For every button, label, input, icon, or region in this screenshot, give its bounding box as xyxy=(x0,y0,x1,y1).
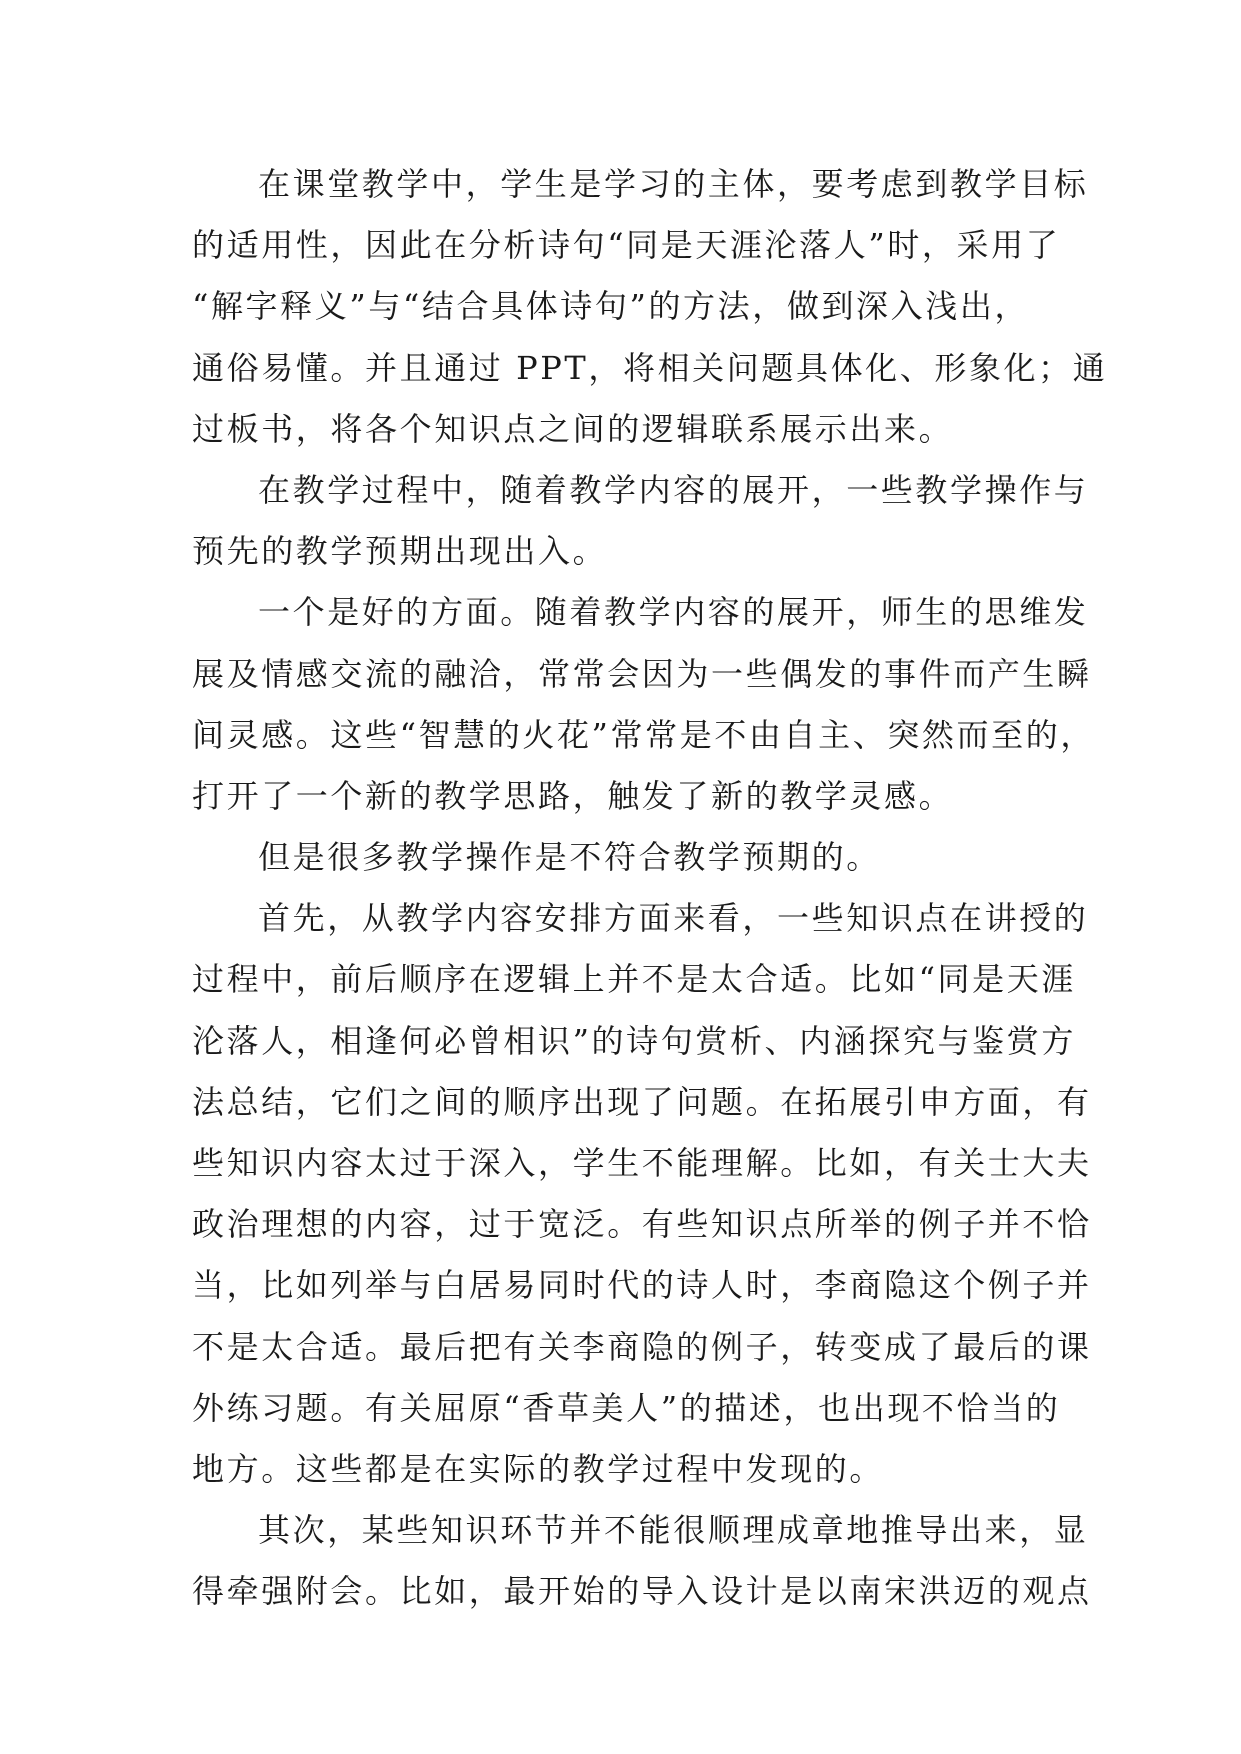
text-line: 一个是好的方面。随着教学内容的展开，师生的思维发 xyxy=(258,593,1089,632)
text-line: 地方。这些都是在实际的教学过程中发现的。 xyxy=(192,1449,885,1488)
text-line: 法总结，它们之间的顺序出现了问题。在拓展引申方面，有 xyxy=(192,1082,1092,1121)
text-line: 通俗易懂。并且通过 PPT，将相关问题具体化、形象化；通 xyxy=(192,348,1108,387)
text-line: 沦落人，相逢何必曾相识”的诗句赏析、内涵探究与鉴赏方 xyxy=(192,1021,1076,1060)
text-line: “解字释义”与“结合具体诗句”的方法，做到深入浅出， xyxy=(192,287,1030,326)
text-line: 当，比如列举与白居易同时代的诗人时，李商隐这个例子并 xyxy=(192,1266,1092,1305)
paragraph-2 xyxy=(192,460,1089,582)
text-line: 得牵强附会。比如，最开始的导入设计是以南宋洪迈的观点 xyxy=(192,1572,1092,1611)
text-line: 预先的教学预期出现出入。 xyxy=(192,532,608,571)
text-line: 其次，某些知识环节并不能很顺理成章地推导出来，显 xyxy=(258,1511,1089,1550)
text-line: 展及情感交流的融洽，常常会因为一些偶发的事件而产生瞬 xyxy=(192,654,1092,693)
text-line: 些知识内容太过于深入，学生不能理解。比如，有关士大夫 xyxy=(192,1144,1092,1182)
text-line: 过板书，将各个知识点之间的逻辑联系展示出来。 xyxy=(192,409,954,448)
text-line: 过程中，前后顺序在逻辑上并不是太合适。比如“同是天涯 xyxy=(192,960,1076,999)
document-body xyxy=(192,154,1108,1623)
text-line: 间灵感。这些“智慧的火花”常常是不由自主、突然而至的， xyxy=(192,715,1095,754)
paragraph-1 xyxy=(192,154,1108,460)
paragraph-4 xyxy=(192,827,1054,888)
text-line: 打开了一个新的教学思路，触发了新的教学灵感。 xyxy=(192,776,954,815)
text-line: 但是很多教学操作是不符合教学预期的。 xyxy=(258,838,881,877)
paragraph-6 xyxy=(192,1500,1092,1622)
text-line: 在教学过程中，随着教学内容的展开，一些教学操作与 xyxy=(258,470,1089,509)
paragraph-5 xyxy=(192,888,1092,1500)
text-line: 首先，从教学内容安排方面来看，一些知识点在讲授的 xyxy=(258,899,1089,938)
text-line: 的适用性，因此在分析诗句“同是天涯沦落人”时，采用了 xyxy=(192,226,1061,265)
text-line: 政治理想的内容，过于宽泛。有些知识点所举的例子并不恰 xyxy=(192,1205,1092,1244)
text-line: 不是太合适。最后把有关李商隐的例子，转变成了最后的课 xyxy=(192,1327,1092,1366)
text-line: 外练习题。有关屈原“香草美人”的描述，也出现不恰当的 xyxy=(192,1388,1061,1427)
text-line: 在课堂教学中，学生是学习的主体，要考虑到教学目标 xyxy=(258,165,1089,203)
paragraph-3 xyxy=(192,582,1095,827)
